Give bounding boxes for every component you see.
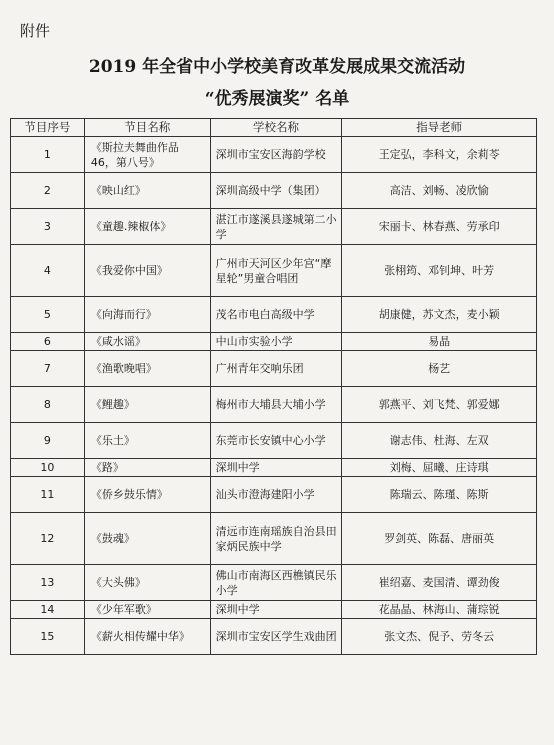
row-number: 9 xyxy=(11,423,85,459)
program-name: 《童趣.辣椒体》 xyxy=(84,209,210,245)
table-header-row xyxy=(11,119,537,137)
program-name: 《乐土》 xyxy=(84,423,210,459)
row-number: 2 xyxy=(11,173,85,209)
table-row xyxy=(11,297,537,333)
teacher-names: 宋丽卡、林春燕、劳承印 xyxy=(342,209,537,245)
program-name: 《路》 xyxy=(84,459,210,477)
row-number: 7 xyxy=(11,351,85,387)
school-name: 深圳市宝安区海韵学校 xyxy=(210,137,342,173)
school-name: 佛山市南海区西樵镇民乐小学 xyxy=(210,565,342,601)
table-row xyxy=(11,173,537,209)
teacher-names: 花晶晶、林海山、蒲琮锐 xyxy=(342,601,537,619)
school-name: 广州青年交响乐团 xyxy=(210,351,342,387)
program-name: 《大头佛》 xyxy=(84,565,210,601)
table-row xyxy=(11,137,537,173)
table-row xyxy=(11,601,537,619)
row-number: 8 xyxy=(11,387,85,423)
row-number: 11 xyxy=(11,477,85,513)
row-number: 3 xyxy=(11,209,85,245)
program-name: 《少年军歌》 xyxy=(84,601,210,619)
teacher-names: 张栩筠、邓钊坤、叶芳 xyxy=(342,245,537,297)
teacher-names: 杨艺 xyxy=(342,351,537,387)
table-row xyxy=(11,333,537,351)
program-name: 《斯拉夫舞曲作品 46，第八号》 xyxy=(84,137,210,173)
program-name: 《渔歌晚唱》 xyxy=(84,351,210,387)
school-name: 东莞市长安镇中心小学 xyxy=(210,423,342,459)
table-row xyxy=(11,619,537,655)
school-name: 梅州市大埔县大埔小学 xyxy=(210,387,342,423)
table-row xyxy=(11,477,537,513)
table-row xyxy=(11,565,537,601)
teacher-names: 崔绍嘉、麦国清、谭劲俊 xyxy=(342,565,537,601)
column-header-school: 学校名称 xyxy=(210,119,342,137)
attachment-label: 附件 xyxy=(20,22,51,40)
program-name: 《我爱你中国》 xyxy=(84,245,210,297)
column-header-program: 节目名称 xyxy=(84,119,210,137)
school-name: 茂名市电白高级中学 xyxy=(210,297,342,333)
table-row xyxy=(11,513,537,565)
teacher-names: 张文杰、倪予、劳冬云 xyxy=(342,619,537,655)
row-number: 6 xyxy=(11,333,85,351)
program-name: 《咸水谣》 xyxy=(84,333,210,351)
program-name: 《映山红》 xyxy=(84,173,210,209)
school-name: 中山市实验小学 xyxy=(210,333,342,351)
teacher-names: 谢志伟、杜海、左双 xyxy=(342,423,537,459)
program-name: 《鼓魂》 xyxy=(84,513,210,565)
school-name: 深圳市宝安区学生戏曲团 xyxy=(210,619,342,655)
teacher-names: 郭燕平、刘飞梵、郭爱娜 xyxy=(342,387,537,423)
table-row xyxy=(11,245,537,297)
program-name: 《薪火相传耀中华》 xyxy=(84,619,210,655)
award-table xyxy=(10,118,537,655)
teacher-names: 陈瑞云、陈瑾、陈斯 xyxy=(342,477,537,513)
row-number: 4 xyxy=(11,245,85,297)
school-name: 广州市天河区少年宫“摩星轮”男童合唱团 xyxy=(210,245,342,297)
table-row xyxy=(11,423,537,459)
school-name: 深圳高级中学（集团） xyxy=(210,173,342,209)
row-number: 10 xyxy=(11,459,85,477)
table-row xyxy=(11,387,537,423)
row-number: 1 xyxy=(11,137,85,173)
table-row xyxy=(11,459,537,477)
teacher-names: 易晶 xyxy=(342,333,537,351)
school-name: 湛江市遂溪县遂城第二小学 xyxy=(210,209,342,245)
document-subtitle: “优秀展演奖” 名单 xyxy=(204,89,350,109)
school-name: 汕头市澄海建阳小学 xyxy=(210,477,342,513)
row-number: 5 xyxy=(11,297,85,333)
program-name: 《鲤趣》 xyxy=(84,387,210,423)
document-title: 2019 年全省中小学校美育改革发展成果交流活动 xyxy=(88,57,466,77)
table-row xyxy=(11,351,537,387)
column-header-teachers: 指导老师 xyxy=(342,119,537,137)
table-row xyxy=(11,209,537,245)
row-number: 15 xyxy=(11,619,85,655)
school-name: 清远市连南瑶族自治县田家炳民族中学 xyxy=(210,513,342,565)
row-number: 13 xyxy=(11,565,85,601)
school-name: 深圳中学 xyxy=(210,601,342,619)
program-name: 《侨乡鼓乐情》 xyxy=(84,477,210,513)
teacher-names: 高洁、刘畅、凌欣愉 xyxy=(342,173,537,209)
row-number: 14 xyxy=(11,601,85,619)
column-header-number: 节目序号 xyxy=(11,119,85,137)
school-name: 深圳中学 xyxy=(210,459,342,477)
row-number: 12 xyxy=(11,513,85,565)
teacher-names: 刘梅、屈曦、庄诗琪 xyxy=(342,459,537,477)
teacher-names: 罗剑英、陈磊、唐丽英 xyxy=(342,513,537,565)
teacher-names: 胡康健，苏文杰，麦小颖 xyxy=(342,297,537,333)
teacher-names: 王定弘，李科文，余莉苓 xyxy=(342,137,537,173)
program-name: 《向海而行》 xyxy=(84,297,210,333)
